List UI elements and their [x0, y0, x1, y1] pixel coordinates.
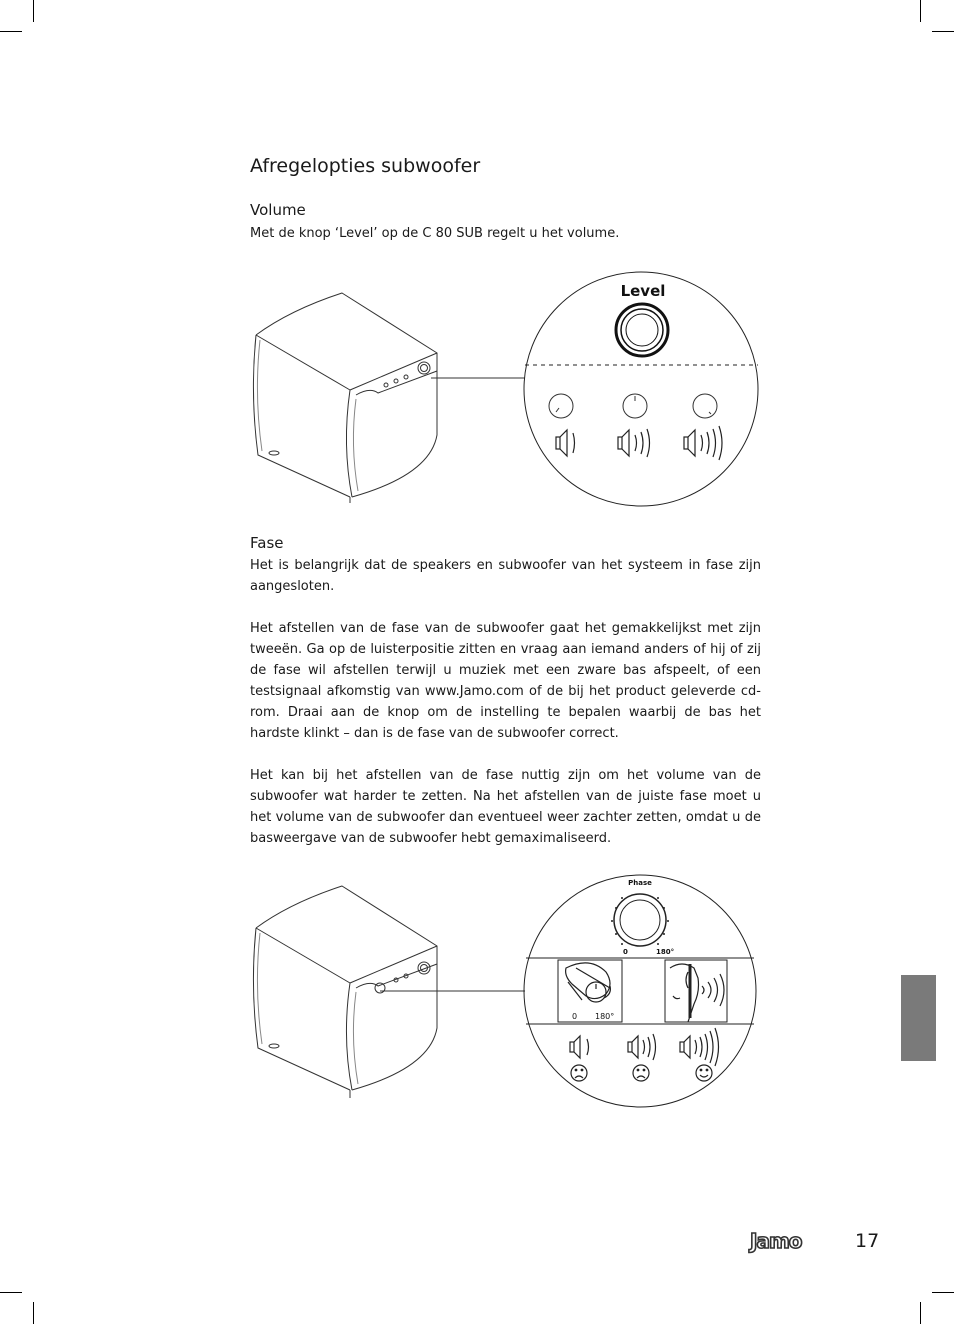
crop-mark — [33, 1302, 34, 1324]
fase-paragraph-1: Het is belangrijk dat de speakers en subwoofer van het systeem in fase zijn aangesloten. — [250, 558, 761, 594]
hand-scale-max: 180° — [595, 1012, 615, 1021]
speaker-icon — [570, 1036, 589, 1058]
crop-mark — [0, 1292, 22, 1293]
speaker-icon — [556, 430, 575, 456]
level-settings — [549, 394, 717, 418]
sad-face-icon — [571, 1065, 587, 1081]
phase-knob-icon — [614, 894, 666, 946]
level-detail-circle — [524, 272, 758, 506]
phase-scale-max: 180° — [656, 948, 675, 956]
volume-text: Met de knop ‘Level’ op de C 80 SUB regelt u het volume. — [250, 226, 620, 241]
fase-paragraph-2: Het afstellen van de fase van de subwoofer gaat het gemakkelijkst met zijn tweeën. Ga op de luisterpositie zitten en vraag aan iemand anders of hij of zij de fase wil afstellen terwijl u muziek met een zware bas afspeelt, of een testsignaal afkomstig van www.Jamo.com of de bij het product geleverde cd-rom. Draai aan de knop om de instelling te bepalen waarbij de bas het hardste klinkt – dan is de fase van de subwoofer correct. — [250, 621, 761, 741]
happy-face-icon — [696, 1065, 712, 1081]
speaker-icon — [628, 1034, 656, 1060]
phase-detail-circle — [524, 875, 756, 1107]
fase-heading: Fase — [250, 534, 284, 552]
crop-mark — [33, 0, 34, 22]
jamo-logo-text: Jamo — [750, 1229, 802, 1253]
speaker-icon — [684, 426, 722, 460]
subwoofer-illustration — [253, 886, 437, 1098]
level-knob-icon — [616, 304, 668, 356]
volume-illustration — [250, 275, 765, 515]
phase-scale-min: 0 — [623, 948, 628, 956]
phase-knob-label: Phase — [628, 879, 652, 887]
crop-mark — [920, 0, 921, 22]
hand-scale-min: 0 — [572, 1012, 578, 1021]
volume-heading: Volume — [250, 201, 306, 219]
page-title: Afregelopties subwoofer — [250, 155, 481, 177]
level-knob-label: Level — [620, 282, 666, 300]
jamo-logo — [748, 1228, 828, 1254]
subwoofer-illustration — [253, 293, 437, 503]
sad-face-icon — [633, 1065, 649, 1081]
crop-mark — [932, 31, 954, 32]
speaker-icon — [680, 1028, 719, 1066]
crop-mark — [932, 1292, 954, 1293]
language-tab — [901, 975, 936, 1061]
phase-illustration — [250, 868, 765, 1113]
page-number: 17 — [855, 1230, 880, 1252]
speaker-icon — [618, 429, 650, 457]
listener-ear-icon — [665, 960, 727, 1022]
crop-mark — [0, 31, 22, 32]
crop-mark — [920, 1302, 921, 1324]
fase-paragraph-3: Het kan bij het afstellen van de fase nuttig zijn om het volume van de subwoofer wat harder te zetten. Na het afstellen van de juiste fase moet u het volume van de subwoofer dan eventueel weer zachter zetten, omdat u de basweergave van de subwoofer hebt gemaximaliseerd. — [250, 768, 761, 846]
